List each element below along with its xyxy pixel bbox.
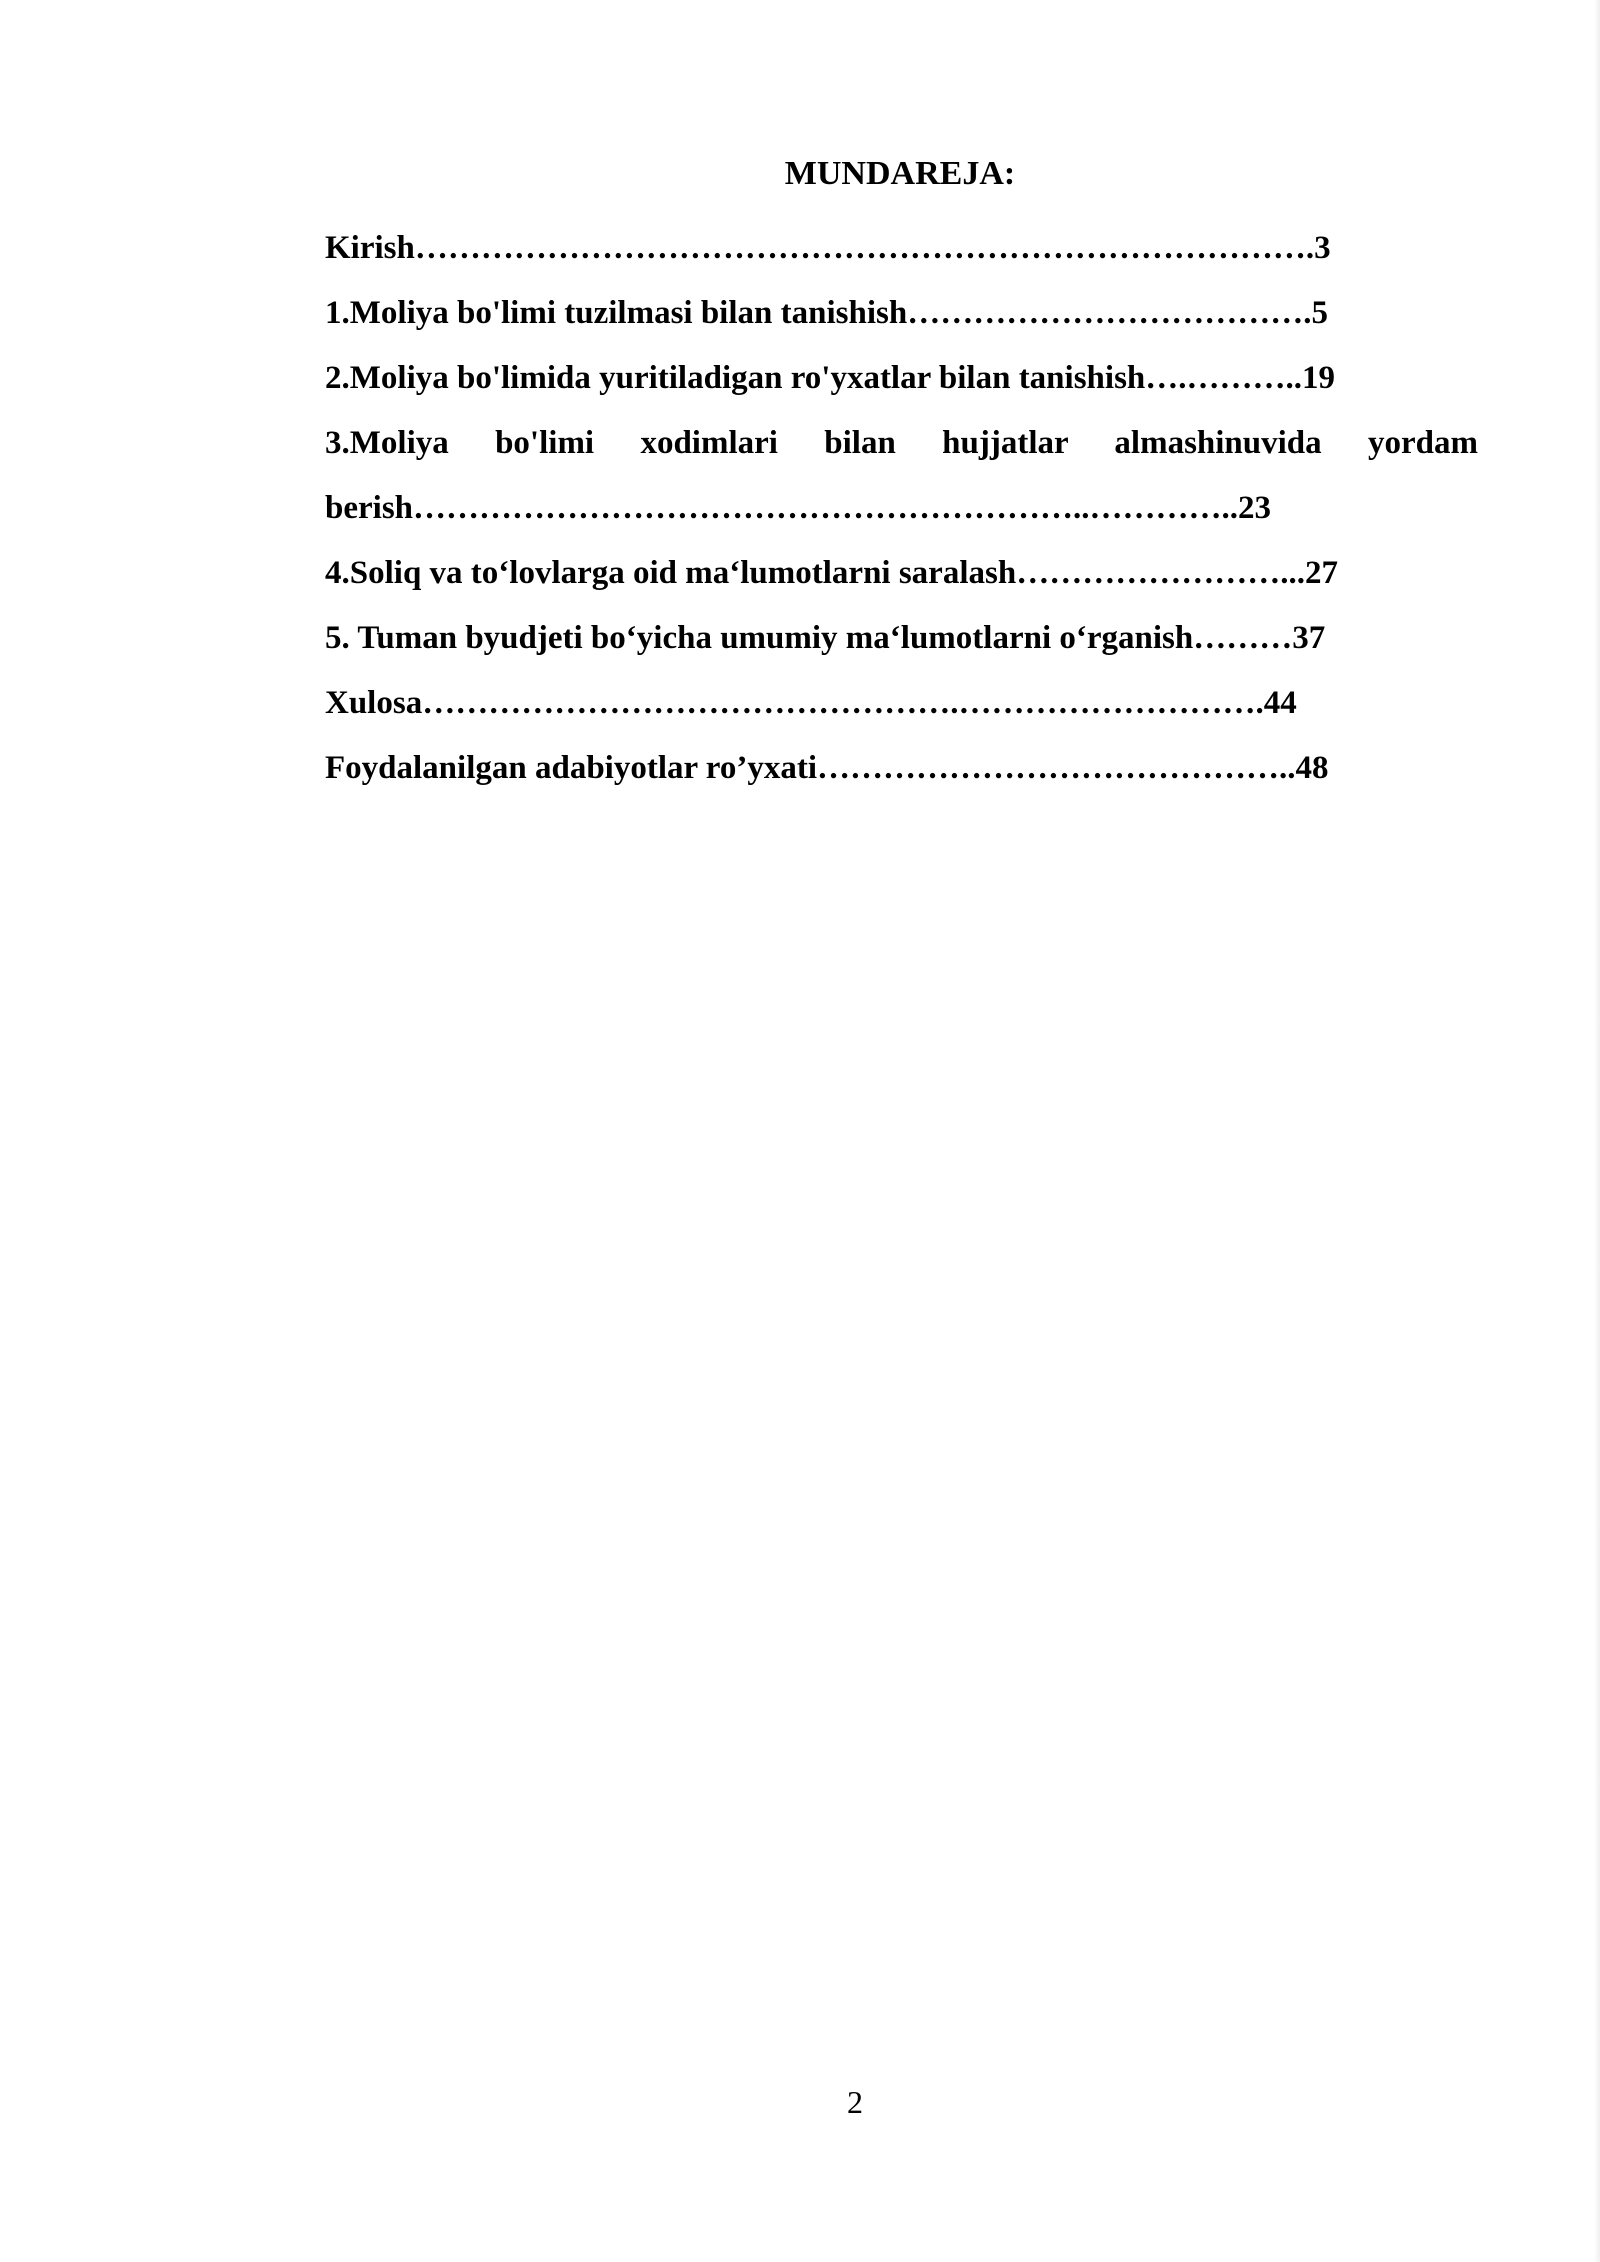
toc-entry-3-line-1: 3.Moliya bo'limi xodimlari bilan hujjatlar almashinuvida yordam <box>325 425 1478 461</box>
toc-entry-kirish: Kirish……………………………………………………………………….3 <box>325 230 1331 266</box>
toc-entry-2: 2.Moliya bo'limida yuritiladigan ro'yxatlar bilan tanishish….………..19 <box>325 360 1336 396</box>
toc-entry-xulosa: Xulosa………………………………………….……………………….44 <box>325 685 1297 721</box>
toc-entry-adabiyotlar: Foydalanilgan adabiyotlar ro’yxati……………………………………..48 <box>325 750 1329 786</box>
table-of-contents <box>325 216 1478 801</box>
toc-title: MUNDAREJA: <box>784 155 1016 192</box>
toc-entry-5: 5. Tuman byudjeti bo‘yicha umumiy ma‘lumotlarni o‘rganish………37 <box>325 620 1326 656</box>
page-number: 2 <box>847 2084 863 2120</box>
page-edge-shadow <box>1594 0 1600 2262</box>
toc-entry-3-line-2: berish……………………………………………………..…………..23 <box>325 490 1272 526</box>
toc-entry-1: 1.Moliya bo'limi tuzilmasi bilan tanishish……………………………….5 <box>325 295 1328 331</box>
toc-entry-4: 4.Soliq va to‘lovlarga oid ma‘lumotlarni saralash……………………...27 <box>325 555 1338 591</box>
